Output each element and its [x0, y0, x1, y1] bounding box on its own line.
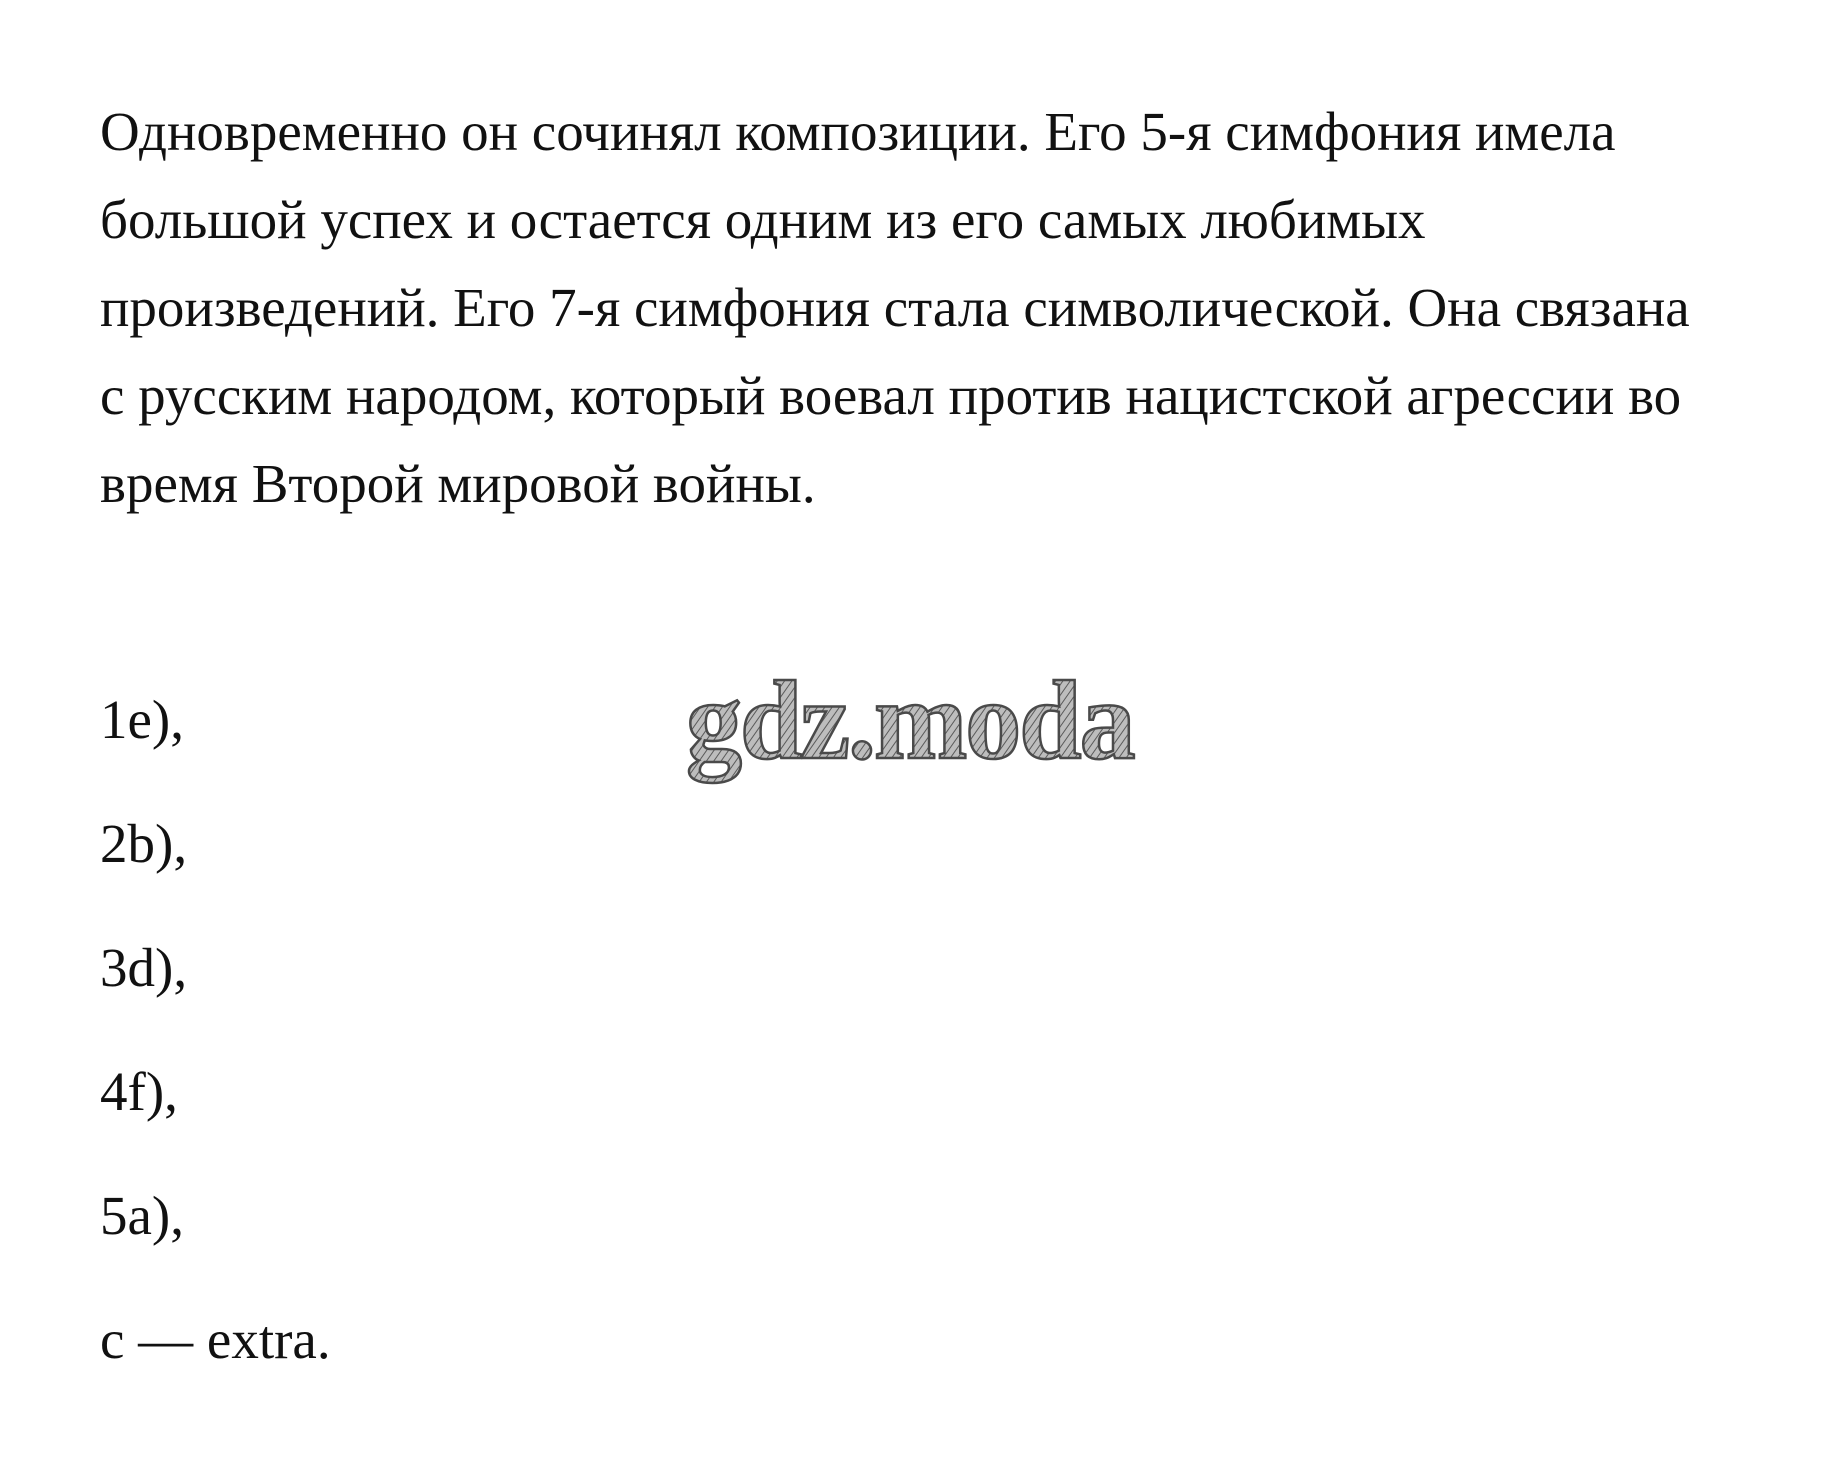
- watermark-text: gdz.moda: [686, 662, 1134, 783]
- watermark-logo: [680, 662, 1210, 802]
- paragraph-line: время Второй мировой войны.: [100, 453, 816, 514]
- answer-item: 2b),: [100, 813, 188, 874]
- answer-item: 1e),: [100, 689, 184, 750]
- answer-item: 3d),: [100, 937, 188, 998]
- answer-item: 4f),: [100, 1061, 178, 1122]
- paragraph-line: Одновременно он сочинял композиции. Его 5-я симфония имела: [100, 101, 1616, 162]
- paragraph-line: большой успех и остается одним из его самых любимых: [100, 189, 1426, 250]
- watermark-graphic: [680, 662, 1210, 802]
- paragraph-line: с русским народом, который воевал против нацистской агрессии во: [100, 365, 1682, 426]
- paragraph-line: произведений. Его 7-я симфония стала символической. Она связана: [100, 277, 1690, 338]
- answer-item: c — extra.: [100, 1309, 331, 1370]
- answer-item: 5a),: [100, 1185, 184, 1246]
- text-paragraph: [100, 88, 1820, 528]
